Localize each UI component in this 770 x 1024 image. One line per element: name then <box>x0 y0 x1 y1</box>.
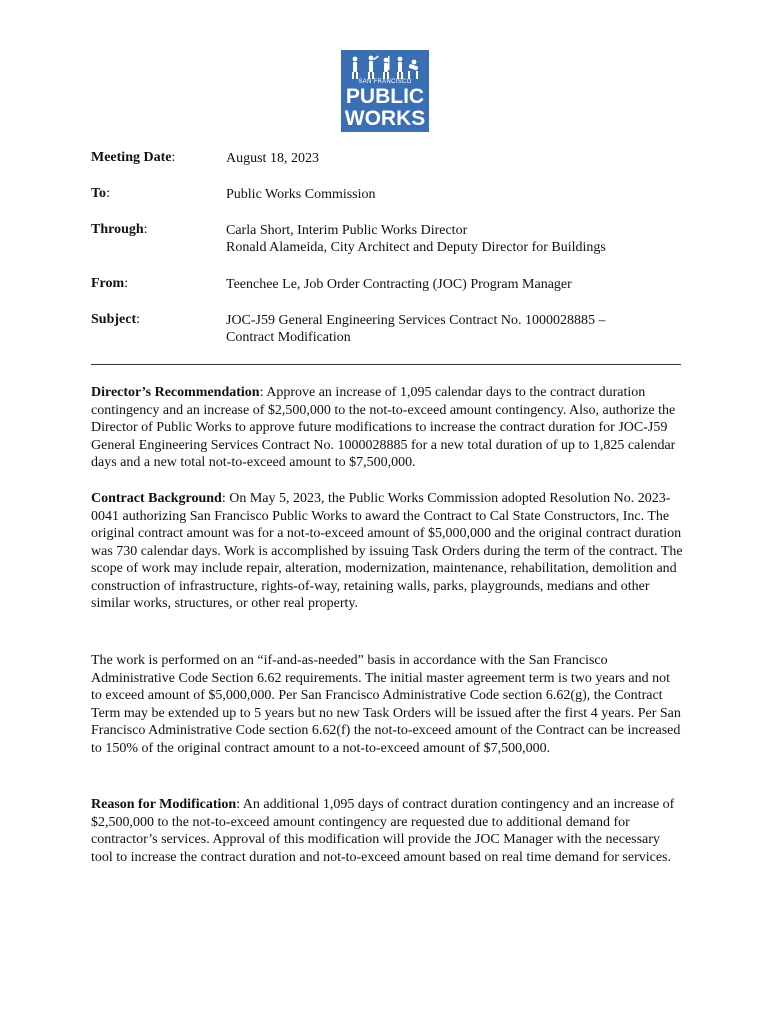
reason-heading: Reason for Modification <box>91 797 237 812</box>
through-value-line-1: Carla Short, Interim Public Works Director <box>226 223 468 238</box>
recommendation-body: : Approve an increase of 1,095 calendar days to the contract duration contingency and an increase of $2,500,000 to the not-to-exceed amount contingency. Also, authorize the Director of Public Works to approve future modifications to increase the contract duration for JOC-J59 General Engineering Services Contract No. 1000028885 for a new total duration of up to 1,825 calendar days and a new total not-to-exceed amount to $7,500,000. <box>91 385 676 470</box>
background-paragraph <box>91 490 683 613</box>
background-body: : On May 5, 2023, the Public Works Commission adopted Resolution No. 2023-0041 authorizing San Francisco Public Works to award the Contract to Cal State Constructors, Inc. The original contract amount was for a not-to-exceed amount of $5,000,000 and the original contract duration was 730 calendar days. Work is accomplished by issuing Task Orders during the term of the contract. The scope of work may include repair, alteration, modernization, maintenance, rehabilitation, demolition and construction of infrastructure, rights-of-way, retaining walls, parks, playgrounds, medians and other similar works, structures, or other real property. <box>91 491 683 611</box>
from-value: Teenchee Le, Job Order Contracting (JOC) Program Manager <box>226 277 572 292</box>
logo-line-san-francisco: SAN FRANCISCO <box>358 79 412 85</box>
to-label: To <box>91 186 107 201</box>
logo-line-public: PUBLIC <box>345 85 425 108</box>
basis-paragraph: The work is performed on an “if-and-as-needed” basis in accordance with the San Francisco Administrative Code Section 6.62 requirements. The initial master agreement term is two years and not to exceed amount of $5,000,000. Per San Francisco Administrative Code section 6.62(g), the Contract Term may be extended up to 5 years but no new Task Orders will be issued after the first 4 years. Per San Francisco Administrative Code section 6.62(f) the not-to-exceed amount of the Contract can be increased to 150% of the original contract amount to a not-to-exceed amount of $7,500,000. <box>91 653 681 756</box>
from-label: From <box>91 276 125 291</box>
subject-value-line-1: JOC-J59 General Engineering Services Contract No. 1000028885 – <box>226 313 606 328</box>
meeting-date-label: Meeting Date <box>91 150 172 165</box>
through-label: Through <box>91 222 144 237</box>
background-heading: Contract Background <box>91 491 222 506</box>
logo-line-works: WORKS <box>344 107 426 130</box>
meeting-date-value: August 18, 2023 <box>226 151 319 166</box>
workers-silhouette-icon <box>341 53 429 81</box>
reason-paragraph <box>91 796 683 866</box>
subject-label: Subject <box>91 312 137 327</box>
public-works-logo <box>341 50 429 132</box>
subject-value-line-2: Contract Modification <box>226 330 351 345</box>
reason-body: : An additional 1,095 days of contract duration contingency and an increase of $2,500,000 to the not-to-exceed amount contingency are requested due to additional demand for contractor’s services. Approval of this modification will provide the JOC Manager with the necessary tool to increase the contract duration and not-to-exceed amount based on real time demand for services. <box>91 797 675 865</box>
to-value: Public Works Commission <box>226 187 376 202</box>
recommendation-heading: Director’s Recommendation <box>91 385 260 400</box>
through-value-line-2: Ronald Alameida, City Architect and Deputy Director for Buildings <box>226 240 606 255</box>
header-divider <box>91 364 681 365</box>
recommendation-paragraph <box>91 384 683 472</box>
